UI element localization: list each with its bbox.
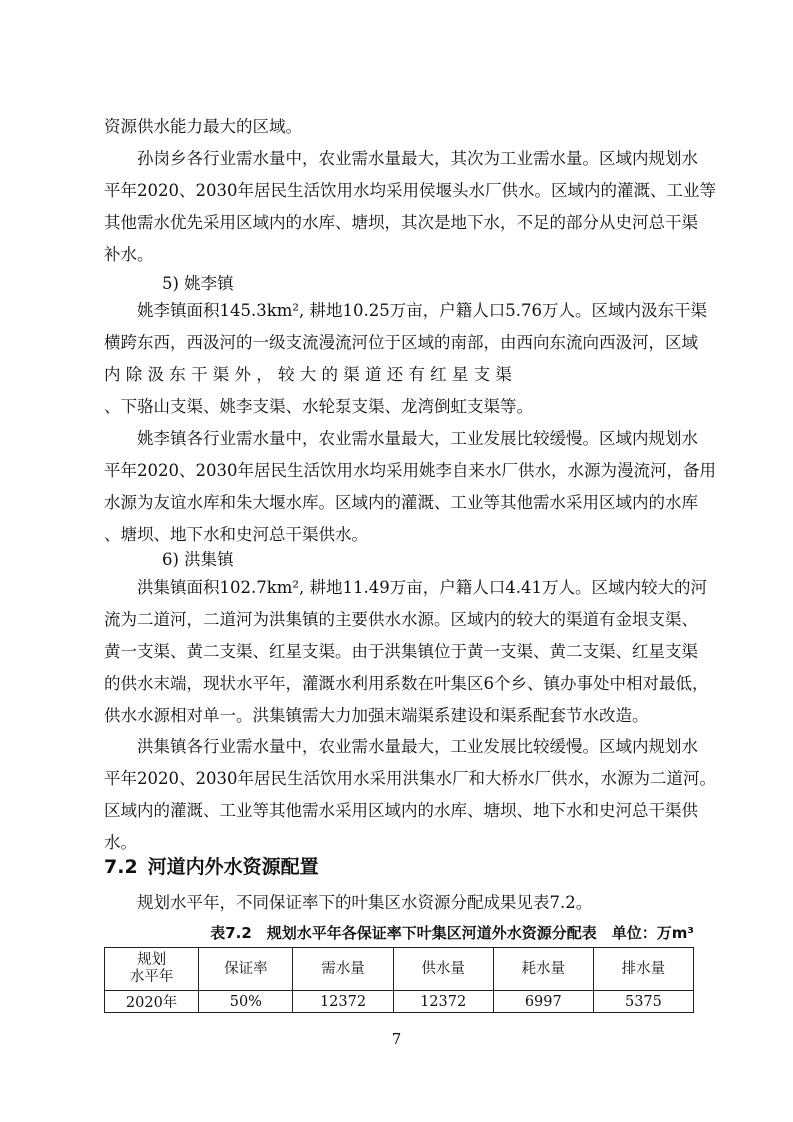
table-cell: 12372 [293, 991, 393, 1013]
text-line: 姚李镇面积145.3km², 耕地10.25万亩，户籍人口5.76万人。区域内汲东干渠 [104, 301, 707, 320]
paragraph-hongji-demand [104, 731, 716, 859]
text-line: 洪集镇各行业需水量中，农业需水量最大，工业发展比较缓慢。区域内规划水 [104, 737, 698, 756]
table-header-cell: 供水量 [393, 948, 493, 991]
table-cell: 2020年 [105, 991, 199, 1013]
table-cell: 50% [199, 991, 293, 1013]
text-line: 内 除 汲 东 干 渠 外 ， 较 大 的 渠 道 还 有 红 星 支 渠 [104, 365, 512, 384]
table-header-cell: 保证率 [199, 948, 293, 991]
text-line: 平年2020、2030年居民生活饮用水采用洪集水厂和大桥水厂供水，水源为二道河。 [104, 769, 716, 788]
table-header-cell: 排水量 [593, 948, 693, 991]
section-title: 河道内外水资源配置 [147, 856, 319, 878]
table-row [105, 991, 694, 1013]
table-cell: 6997 [493, 991, 593, 1013]
table-header-cell: 耗水量 [493, 948, 593, 991]
allocation-table [104, 947, 694, 1013]
paragraph-sungang [104, 143, 716, 271]
paragraph-yaoli-demand [104, 423, 716, 551]
text-line: 平年2020、2030年居民生活饮用水均采用侯堰头水厂供水。区域内的灌溉、工业等 [104, 181, 716, 200]
text-line: 、下骆山支渠、姚李支渠、水轮泵支渠、龙湾倒虹支渠等。 [104, 397, 533, 416]
text-line: 平年2020、2030年居民生活饮用水均采用姚李自来水厂供水，水源为漫流河，备用 [104, 461, 716, 480]
table-header-cell: 规划 水平年 [105, 948, 199, 991]
table-header-row [105, 948, 694, 991]
table-cell: 12372 [393, 991, 493, 1013]
table-caption: 表7.2 规划水平年各保证率下叶集区河道外水资源分配表 单位：万m³ [210, 924, 694, 942]
text-line: 区域内的灌溉、工业等其他需水采用区域内的水库、塘坝、地下水和史河总干渠供 [104, 801, 698, 820]
text-line: 姚李镇各行业需水量中，农业需水量最大，工业发展比较缓慢。区域内规划水 [104, 429, 698, 448]
section-number: 7.2 [104, 856, 138, 878]
text-line: 补水。 [104, 245, 154, 264]
text-line: 黄一支渠、黄二支渠、红星支渠。由于洪集镇位于黄一支渠、黄二支渠、红星支渠 [104, 642, 698, 661]
text-line: 流为二道河，二道河为洪集镇的主要供水水源。区域内的较大的渠道有金垠支渠、 [104, 610, 698, 629]
text-line: 孙岗乡各行业需水量中，农业需水量最大，其次为工业需水量。区域内规划水 [104, 149, 698, 168]
paragraph-yaoli-overview [104, 295, 707, 423]
text-line: 资源供水能力最大的区域。 [104, 117, 302, 136]
paragraph-intro [104, 111, 694, 143]
paragraph-table-intro [104, 887, 694, 919]
text-line: 横跨东西，西汲河的一级支流漫流河位于区域的南部，由西向东流向西汲河，区域 [104, 333, 698, 352]
paragraph-hongji-overview [104, 572, 709, 732]
text-line: 水。 [104, 833, 137, 852]
table-cell: 5375 [593, 991, 693, 1013]
text-line: 规划水平年，不同保证率下的叶集区水资源分配成果见表7.2。 [104, 893, 593, 912]
table-header-cell: 需水量 [293, 948, 393, 991]
text-line: 、塘坝、地下水和史河总干渠供水。 [104, 525, 368, 544]
subheading-yaoli: 5) 姚李镇 [162, 274, 234, 293]
text-line: 供水水源相对单一。洪集镇需大力加强末端渠系建设和渠系配套节水改造。 [104, 706, 649, 725]
subheading-hongji: 6) 洪集镇 [162, 550, 234, 569]
text-line: 其他需水优先采用区域内的水库、塘坝，其次是地下水，不足的部分从史河总干渠 [104, 213, 698, 232]
text-line: 的供水末端，现状水平年，灌溉水利用系数在叶集区6个乡、镇办事处中相对最低， [104, 674, 709, 693]
text-line: 洪集镇面积102.7km², 耕地11.49万亩，户籍人口4.41万人。区域内较大的河 [104, 578, 707, 597]
text-line: 水源为友谊水库和朱大堰水库。区域内的灌溉、工业等其他需水采用区域内的水库 [104, 493, 698, 512]
section-heading [104, 852, 329, 879]
page-number: 7 [391, 1030, 402, 1048]
